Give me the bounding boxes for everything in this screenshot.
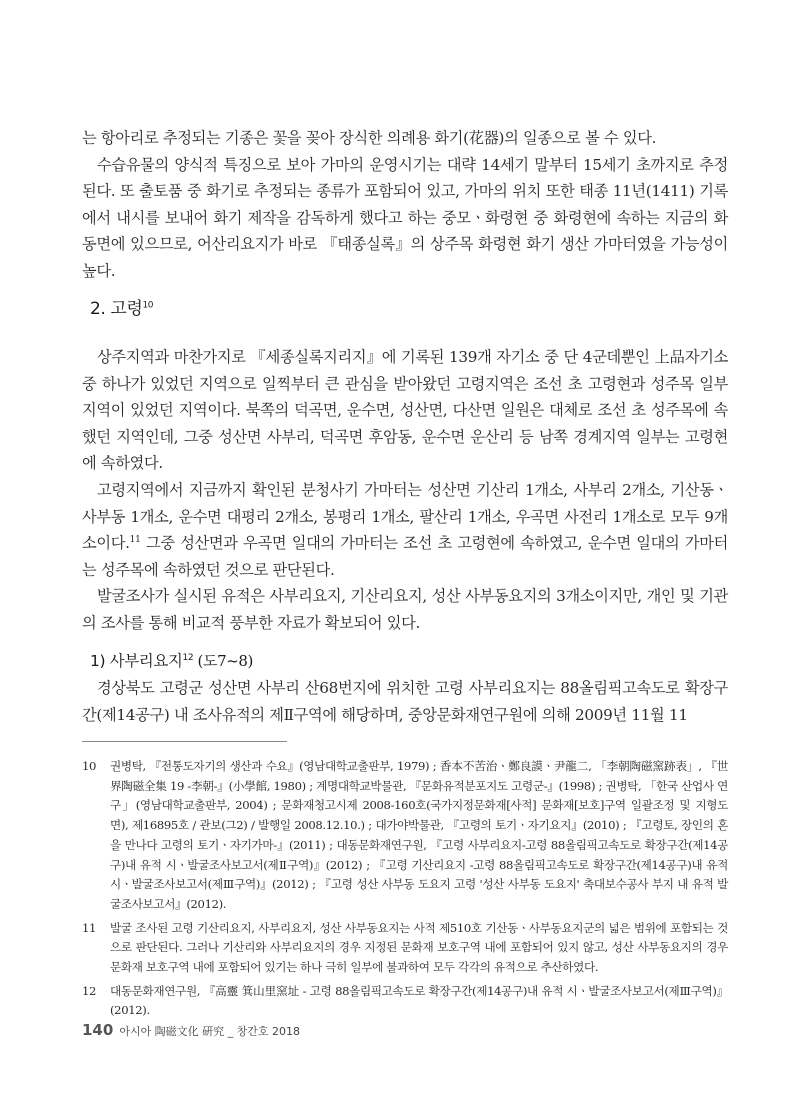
- footnote-text: 발굴 조사된 고령 기산리요지, 사부리요지, 성산 사부동요지는 사적 제510호 기산동ㆍ사부동요지군의 넓은 범위에 포함되는 것으로 판단된다. 그러나 기산리와 사부리요지의 경우 지정된 문화재 보호구역 내에 포함되어 있지 않고, 성산 사부동요지의 경우 문화재 보호구역 내에 포함되어 있기는 하나 극히 일부에 불과하여 모두 각각의 유적으로 추산하였다.: [110, 920, 728, 975]
- intro-block: [82, 125, 728, 285]
- footnote-text: 대동문화재연구원, 『高靈 箕山里窯址 - 고령 88올림픽고속도로 확장구간(제14공구)내 유적 시ㆍ발굴조사보고서(제Ⅲ구역)』(2012).: [110, 983, 728, 1018]
- footnotes: [82, 757, 728, 1021]
- footnote-10: [82, 757, 728, 915]
- footnote-ref-11: 11: [129, 535, 141, 546]
- subsection-heading: [90, 649, 253, 671]
- footnote-ref-12: 12: [182, 652, 194, 663]
- section-paragraph-3: 발굴조사가 실시된 유적은 사부리요지, 기산리요지, 성산 사부동요지의 3개소이지만, 개인 및 기관의 조사를 통해 비교적 풍부한 자료가 확보되어 있다.: [82, 587, 728, 632]
- footnote-11: [82, 919, 728, 978]
- footnote-divider: [82, 741, 287, 742]
- section-heading: [90, 294, 153, 319]
- footnote-number: 10: [82, 759, 97, 773]
- section-paragraph-2b: 그중 성산면과 우곡면 일대의 가마터는 조선 초 고령현에 속하였고, 운수면 일대의 가마터는 성주목에 속하였던 것으로 판단된다.: [82, 534, 728, 579]
- subsection-body: [82, 675, 728, 728]
- page-footer: [82, 1020, 300, 1039]
- subsection-heading-text: 1) 사부리요지: [90, 652, 183, 670]
- page-number: 140: [82, 1021, 114, 1039]
- section-body: [82, 344, 728, 637]
- intro-paragraph-b: 수습유물의 양식적 특징으로 보아 가마의 운영시기는 대략 14세기 말부터 15세기 초까지로 추정된다. 또 출토품 중 화기로 추정되는 종류가 포함되어 있고, 가마의 위치 또한 태종 11년(1411) 기록에서 내시를 보내어 화기 제작을 감독하게 했다고 하는 중모ㆍ화령현 중 화령현에 속하는 지금의 화동면에 있으므로, 어산리요지가 바로 『태종실록』의 상주목 화령현 화기 생산 가마터였을 가능성이 높다.: [82, 155, 728, 280]
- journal-title: 아시아 陶磁文化 硏究 _ 창간호 2018: [119, 1025, 301, 1038]
- footnote-ref-10: 10: [142, 300, 154, 311]
- footnote-number: 12: [82, 983, 97, 998]
- section-paragraph-2a: 고령지역에서 지금까지 확인된 분청사기 가마터는 성산면 기산리 1개소, 사부리 2개소, 기산동ㆍ사부동 1개소, 운수면 대평리 2개소, 봉평리 1개소, 팔산리 1개소, 우곡면 사전리 1개소로 모두 9개소이다.: [82, 480, 728, 553]
- subsection-paragraph-1: 경상북도 고령군 성산면 사부리 산68번지에 위치한 고령 사부리요지는 88올림픽고속도로 확장구간(제14공구) 내 조사유적의 제Ⅱ구역에 해당하며, 중앙문화재연구원에 의해 2009년 11월 11: [82, 679, 728, 724]
- intro-paragraph-a: 는 항아리로 추정되는 기종은 꽃을 꽂아 장식한 의례용 화기(花器)의 일종으로 볼 수 있다.: [82, 129, 657, 147]
- footnote-number: 11: [82, 920, 97, 935]
- figure-reference: (도7~8): [193, 652, 253, 670]
- section-heading-text: 2. 고령: [90, 299, 143, 319]
- footnote-12: [82, 982, 728, 1021]
- section-paragraph-1: 상주지역과 마찬가지로 『세종실록지리지』에 기록된 139개 자기소 중 단 4군데뿐인 上品자기소 중 하나가 있었던 지역으로 일찍부터 큰 관심을 받아왔던 고령지역은 조선 초 고령현과 성주목 일부지역이 있었던 지역이다. 북쪽의 덕곡면, 운수면, 성산면, 다산면 일원은 대체로 조선 초 성주목에 속했던 지역인데, 그중 성산면 사부리, 덕곡면 후암동, 운수면 운산리 등 남쪽 경계지역 일부는 고령현에 속하였다.: [82, 348, 728, 473]
- section-paragraph-2: [82, 477, 728, 583]
- footnote-text: 권병탁, 『전통도자기의 생산과 수요』(영남대학교출판부, 1979) ; 香本不苦治ㆍ鄭良謨ㆍ尹龍二, 「李朝陶磁窯跡表」, 『世界陶磁全集 19 -李朝-』(小學館, 1980) ; 계명대학교박물관, 『문화유적분포지도 고령군-』(1998) ; 권병탁, 「한국 산업사 연구」(영남대학교출판부, 2004) ; 문화재청고시제 2008-160호(국가지정문화재[사적] 문화재[보호]구역 일괄조정 및 지형도면), 제16895호 / 관보(그2) / 발행일 2008.12.10.) ; 대가야박물관, 『고령의 토기ㆍ자기요지』(2010) ; 『고령토, 장인의 혼을 만나다 고령의 토기ㆍ자기가마-』(2011) ; 대동문화재연구원, 『고령 사부리요지-고령 88올림픽고속도로 확장구간(제14공구)내 유적 시ㆍ발굴조사보고서(제Ⅱ구역)』(2012) ; 『고령 기산리요지 -고령 88올림픽고속도로 확장구간(제14공구)내 유적 시ㆍ발굴조사보고서(제Ⅲ구역)』(2012) ; 『고령 성산 사부동 도요지 고령 '성산 사부동 도요지' 축대보수공사 부지 내 유적 발굴조사보고서』(2012).: [110, 759, 728, 911]
